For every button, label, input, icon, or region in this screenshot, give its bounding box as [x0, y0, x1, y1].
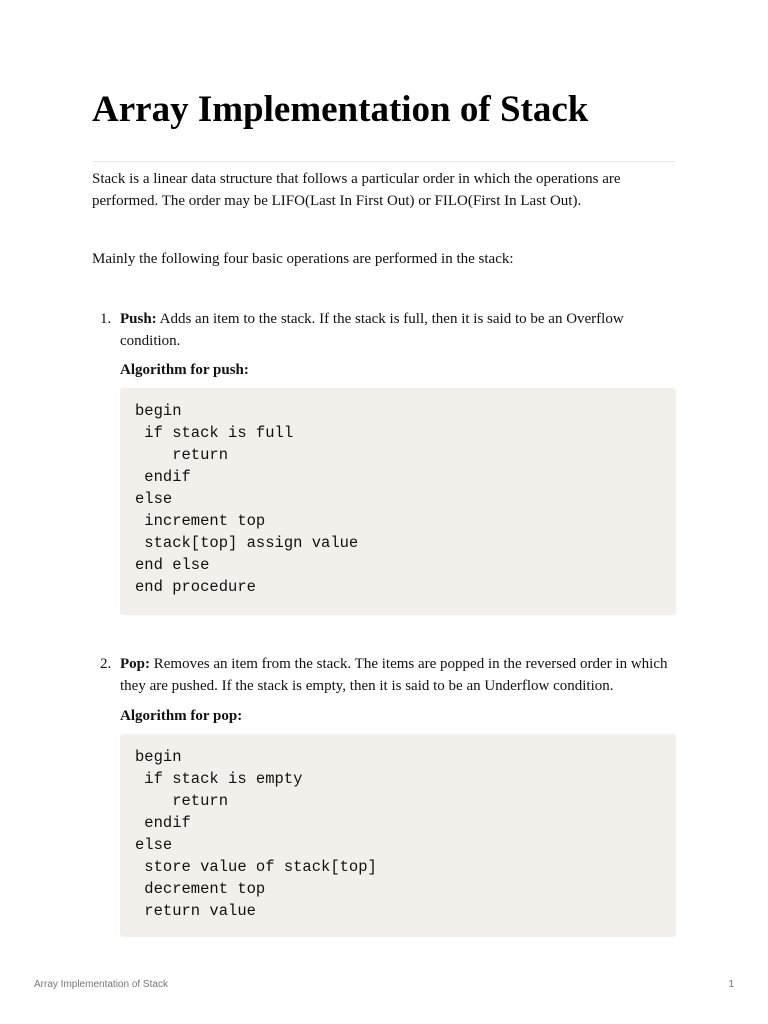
footer-page-number: 1: [728, 979, 734, 990]
operation-name: Push:: [120, 311, 157, 327]
list-item-text: [120, 653, 676, 697]
list-item-number: 1.: [100, 311, 112, 327]
operation-description: Removes an item from the stack. The items are popped in the reversed order in which they are pushed. If the stack is empty, then it is said to be an Underflow condition.: [120, 656, 668, 694]
intro-paragraph: Stack is a linear data structure that follows a particular order in which the operations are performed. The order may be LIFO(Last In First Out) or FILO(First In Last Out).: [92, 171, 621, 209]
page-title: Array Implementation of Stack: [92, 89, 589, 130]
operations-lead-paragraph: Mainly the following four basic operations are performed in the stack:: [92, 251, 514, 267]
algorithm-label: Algorithm for pop:: [120, 708, 243, 724]
title-divider: [92, 161, 676, 162]
list-item-text: [120, 308, 676, 352]
algorithm-label: Algorithm for push:: [120, 362, 249, 378]
code-block: begin if stack is empty return endif else store value of stack[top] decrement top return value: [120, 734, 676, 937]
footer-doc-title: Array Implementation of Stack: [34, 979, 168, 990]
operation-name: Pop:: [120, 656, 150, 672]
list-item-number: 2.: [100, 656, 112, 672]
code-block: begin if stack is full return endif else increment top stack[top] assign value end else end procedure: [120, 388, 676, 615]
operation-description: Adds an item to the stack. If the stack is full, then it is said to be an Overflow condition.: [120, 311, 624, 349]
